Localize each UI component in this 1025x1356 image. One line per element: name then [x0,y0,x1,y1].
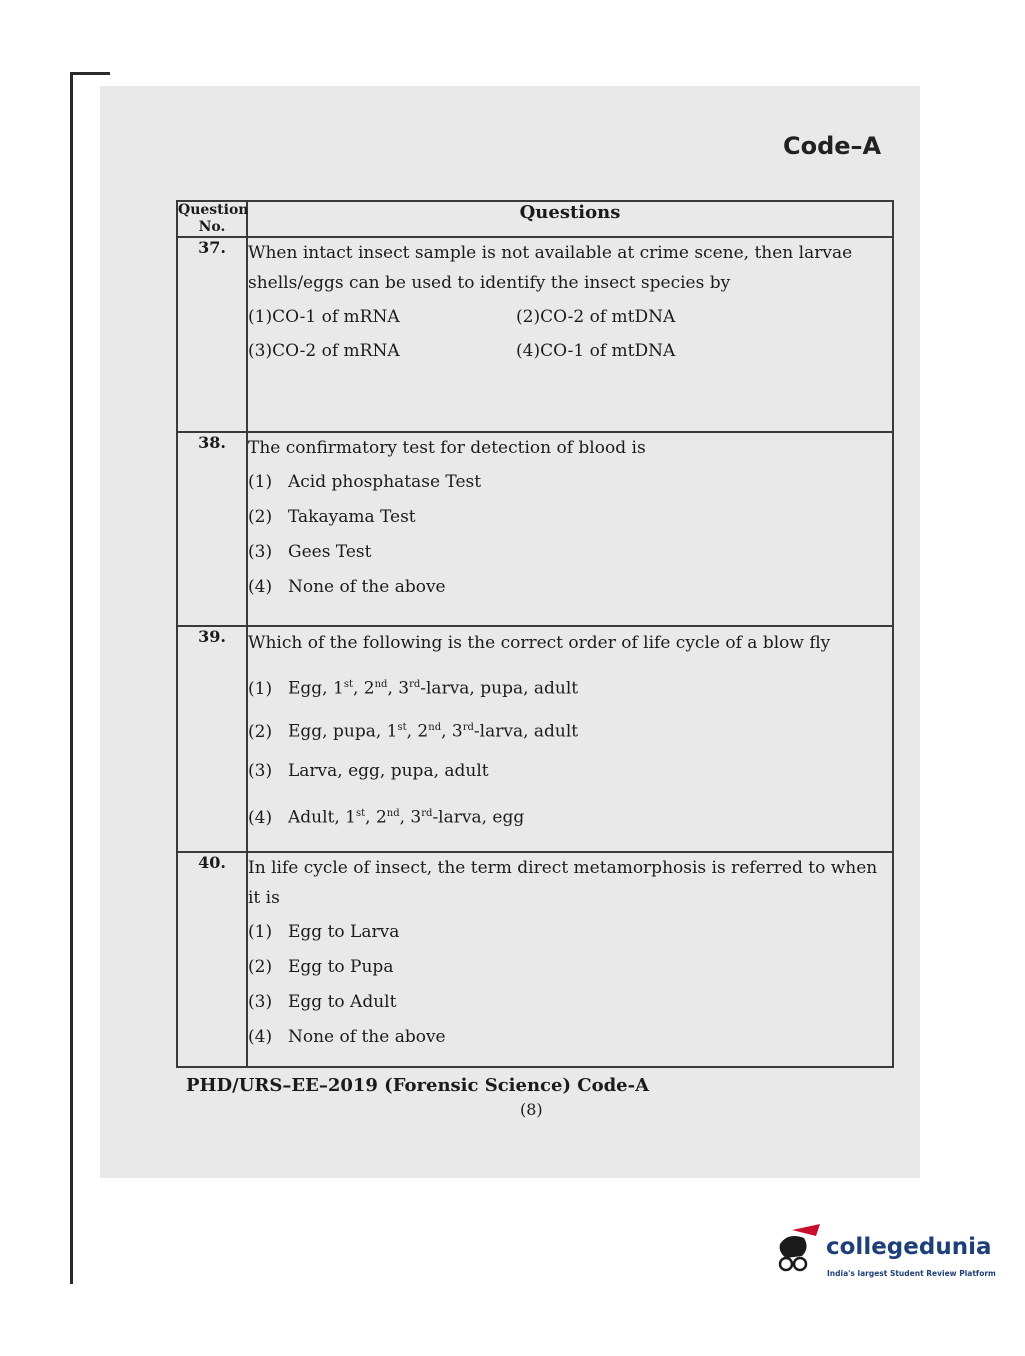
collegedunia-logo [770,1222,1000,1302]
logo-tagline: India's largest Student Review Platform [827,1269,996,1278]
question-number: 39. [177,626,247,852]
question-stem: The confirmatory test for detection of blood is [248,438,646,458]
question-row [177,237,893,432]
scan-border-top [70,72,110,75]
exam-code-footer: PHD/URS–EE–2019 (Forensic Science) Code-A [186,1075,650,1096]
option-row [248,302,892,336]
question-stem: Which of the following is the correct order of life cycle of a blow fly [248,633,831,653]
question-row [177,432,893,626]
logo-wordmark: collegedunia [826,1234,992,1260]
question-number: 38. [177,432,247,626]
question-no-header: Question No. [178,202,249,235]
question-number: 37. [177,237,247,432]
paper-code: Code–A [783,132,882,160]
option: (2) Takayama Test [248,507,416,527]
question-body [247,852,893,1067]
option-row [248,336,892,370]
option: (1) Egg, 1st, 2nd, 3rd-larva, pupa, adult [248,678,579,699]
questions-table [176,200,894,1068]
option: (3) Gees Test [248,542,372,562]
question-row [177,626,893,852]
question-body [247,237,893,432]
option: (1)CO-1 of mRNA [248,307,400,327]
questions-header: Questions [247,201,893,237]
page-number: (8) [520,1100,543,1119]
table-header-row [177,201,893,237]
question-stem: When intact insect sample is not available at crime scene, then larvae shells/eggs can be used to identify the insect species by [248,243,853,293]
question-number: 40. [177,852,247,1067]
option: (2) Egg, pupa, 1st, 2nd, 3rd-larva, adult [248,721,579,742]
option: (2)CO-2 of mtDNA [516,307,676,327]
question-body [247,626,893,852]
option: (4) None of the above [248,577,446,597]
scan-border-left [70,74,73,1284]
option: (3) Larva, egg, pupa, adult [248,761,489,781]
option: (3)CO-2 of mRNA [248,341,400,361]
option: (2) Egg to Pupa [248,957,394,977]
question-row [177,852,893,1067]
option: (4) Adult, 1st, 2nd, 3rd-larva, egg [248,807,525,828]
question-stem: In life cycle of insect, the term direct metamorphosis is referred to when it is [248,858,878,908]
mascot-icon [770,1222,826,1292]
option: (1) Egg to Larva [248,922,400,942]
option: (3) Egg to Adult [248,992,397,1012]
option: (4) None of the above [248,1027,446,1047]
question-body [247,432,893,626]
option: (4)CO-1 of mtDNA [516,341,676,361]
option: (1) Acid phosphatase Test [248,472,482,492]
